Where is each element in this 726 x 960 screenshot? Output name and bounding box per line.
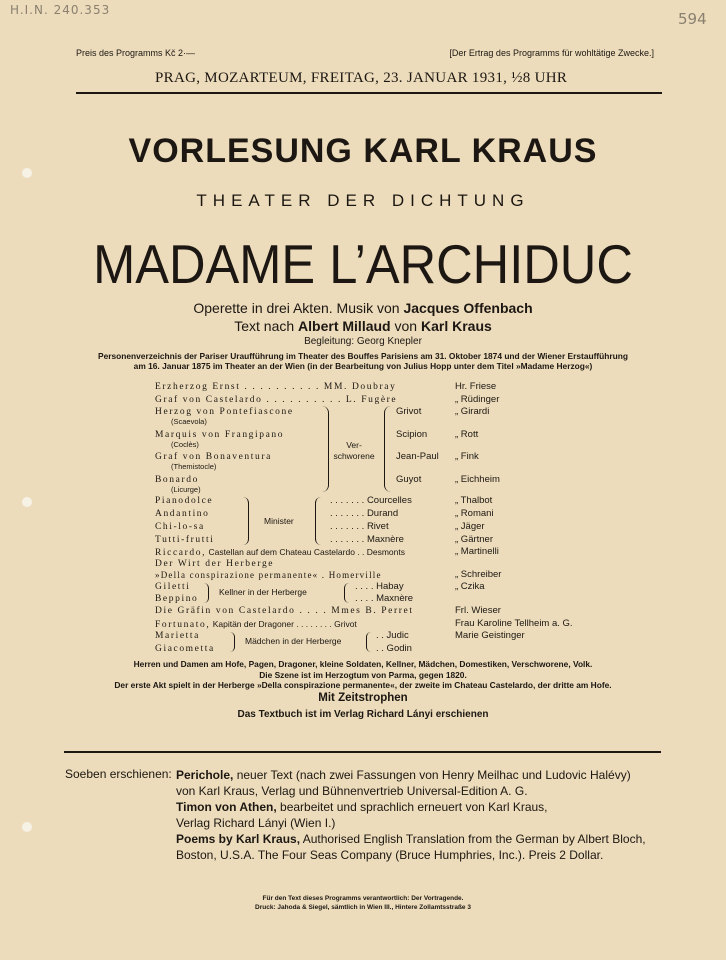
announcement-text: neuer Text (nach zwei Fassungen von Henry Meilhac und Ludovic Halévy) [236, 768, 631, 782]
divider [64, 751, 661, 753]
cast-desc: Castellan auf dem Chateau Castelardo . . Desmonts [208, 547, 405, 557]
conspirators-label: Ver- schworene [333, 440, 375, 461]
scene-note: Der erste Akt spielt in der Herberge »Della conspirazione permanente«, der zweite im Chateau Castelardo, der dritte am Hofe. [114, 680, 612, 690]
cast-paris: . . . . . . . Courcelles [330, 495, 412, 506]
announcement-text: Boston, U.S.A. The Four Seas Company (Bruce Humphries, Inc.). Preis 2 Dollar. [176, 848, 604, 862]
announcement-text: Authorised English Translation from the German by Albert Bloch, [302, 832, 646, 846]
cast-role: Beppino [155, 594, 199, 604]
cast-role: Pianodolce [155, 496, 214, 506]
page-number: 594 [678, 10, 707, 28]
cast-role: Giletti [155, 582, 191, 592]
waiters-label: Kellner in der Herberge [219, 587, 307, 597]
scene-note: Die Szene ist im Herzogtum von Parma, gegen 1820. [259, 669, 467, 680]
cast-paris: . . . . . . . Rivet [330, 521, 389, 532]
cast-note: (Scaevola) [171, 417, 207, 426]
cast-vienna: „ Martinelli [455, 546, 499, 557]
accompaniment: Begleitung: Georg Knepler [304, 336, 422, 347]
cast-role: Graf von Bonaventura [155, 452, 272, 462]
cast-role: Der Wirt der Herberge [155, 559, 275, 569]
text-line [0, 318, 726, 334]
cast-paris: Grivot [396, 406, 422, 417]
cast-note: (Themistocle) [171, 462, 217, 471]
colophon [0, 895, 726, 912]
cast-vienna: „ Czika [455, 581, 485, 592]
by-label: von [394, 318, 418, 334]
cast-role: Chi-lo-sa [155, 522, 205, 532]
cast-paris: . . . . . . . Maxnère [330, 534, 404, 545]
adapter: Karl Kraus [420, 318, 492, 334]
punch-hole [22, 497, 32, 507]
zeitstrophen: Mit Zeitstrophen [318, 692, 408, 704]
original-author: Albert Millaud [298, 318, 391, 334]
cast-paris: . . Judic [376, 630, 409, 641]
cast-paris: . . Godin [376, 643, 412, 654]
cast-paris: Guyot [396, 474, 422, 485]
cast-intro-line: am 16. Januar 1875 im Theater an der Wien (in der Bearbeitung von Julius Hopp unter dem Titel »Madame Herzog«) [133, 361, 593, 371]
composer: Jacques Offenbach [403, 300, 533, 316]
announcement-title: Perichole, [176, 768, 234, 782]
cast-note: (Coclès) [171, 440, 199, 449]
brace [230, 632, 235, 652]
proceeds-note: [Der Ertrag des Programms für wohltätige Zwecke.] [449, 48, 654, 58]
ministers-label: Minister [264, 516, 294, 526]
archive-number: H.I.N. 240.353 [10, 3, 111, 17]
scene-note: Herren und Damen am Hofe, Pagen, Dragoner, kleine Soldaten, Kellner, Mädchen, Domestiken, Verschworene, Volk. [133, 659, 593, 669]
announcement-text: bearbeitet und sprachlich erneuert von Karl Kraus, [280, 800, 548, 814]
announcement-poems [176, 831, 646, 863]
cast-role: Marietta [155, 631, 200, 641]
announcement-perichole [176, 767, 631, 799]
cast-role: Herzog von Pontefiascone [155, 407, 294, 417]
brace [315, 497, 321, 545]
music-label: Operette in drei Akten. Musik von [193, 300, 400, 316]
divider [76, 92, 662, 94]
cast-vienna: „ Rüdinger [455, 394, 500, 405]
music-line [0, 300, 726, 316]
cast-vienna: „ Jäger [455, 521, 485, 532]
cast-role: Riccardo, [155, 548, 207, 558]
announcement-timon [176, 799, 548, 831]
cast-paris: . . . . Maxnère [355, 593, 414, 604]
cast-vienna: Hr. Friese [455, 381, 497, 392]
cast-vienna: Frl. Wieser [455, 605, 501, 616]
cast-vienna: „ Fink [455, 451, 479, 462]
cast-role: Marquis von Frangipano [155, 430, 285, 440]
theater-subtitle: THEATER DER DICHTUNG [196, 191, 530, 210]
cast-row: Graf von Castelardo . . . . . . . . . . L. Fugère [155, 395, 398, 405]
announcement-text: von Karl Kraus, Verlag und Bühnenvertrieb Universal-Edition A. G. [176, 784, 528, 798]
announcements-label: Soeben erschienen: [65, 767, 172, 781]
brace [243, 497, 249, 545]
cast-intro-line: Personenverzeichnis der Pariser Uraufführung im Theater des Bouffes Parisiens am 31. Oktober 1874 und der Wiener Erstaufführung [97, 351, 629, 361]
cast-vienna: „ Eichheim [455, 474, 500, 485]
text-label: Text nach [234, 318, 295, 334]
cast-role: Giacometta [155, 644, 215, 654]
cast-vienna: „ Girardi [455, 406, 490, 417]
maids-label: Mädchen in der Herberge [245, 636, 342, 646]
cast-vienna: „ Thalbot [455, 495, 493, 506]
punch-hole [22, 822, 32, 832]
brace [384, 406, 391, 492]
cast-row: Erzherzog Ernst . . . . . . . . . . MM. Doubray [155, 382, 397, 392]
cast-role: Tutti-frutti [155, 535, 215, 545]
announcement-title: Timon von Athen, [176, 800, 277, 814]
colophon-line: Druck: Jahoda & Siegel, sämtlich in Wien III., Hintere Zollamtsstraße 3 [255, 903, 471, 911]
price-note: Preis des Programms Kč 2·— [76, 48, 196, 58]
cast-vienna: „ Gärtner [455, 534, 494, 545]
cast-paris: Jean-Paul [396, 451, 439, 462]
textbook-note: Das Textbuch ist im Verlag Richard Lányi erschienen [237, 709, 489, 720]
cast-role: Andantino [155, 509, 210, 519]
colophon-line: Für den Text dieses Programms verantwortlich: Der Vortragende. [262, 895, 464, 902]
brace [366, 632, 371, 652]
dateline: PRAG, MOZARTEUM, FREITAG, 23. JANUAR 1931, ½8 UHR [155, 70, 568, 86]
brace [204, 583, 209, 603]
cast-role: »Della conspirazione permanente« . Homerville [155, 570, 382, 580]
cast-role: Bonardo [155, 475, 199, 485]
cast-vienna: „ Romani [455, 508, 494, 519]
announcement-text: Verlag Richard Lányi (Wien I.) [176, 816, 336, 830]
lecture-title: VORLESUNG KARL KRAUS [128, 132, 598, 170]
cast-desc: Kapitän der Dragoner . . . . . . . . Grivot [212, 619, 357, 629]
cast-note: (Licurge) [171, 485, 201, 494]
brace [344, 583, 349, 603]
cast-paris: . . . . Habay [355, 581, 404, 592]
cast-vienna: Frau Karoline Tellheim a. G. [455, 618, 573, 629]
cast-vienna: „ Rott [455, 429, 479, 440]
cast-intro [0, 351, 726, 371]
cast-vienna: Marie Geistinger [455, 630, 525, 641]
cast-row: Die Gräfin von Castelardo . . . . Mmes B. Perret [155, 606, 414, 616]
cast-paris: . . . . . . . Durand [330, 508, 399, 519]
scene-notes [0, 659, 726, 691]
cast-role: Fortunato, [155, 620, 211, 630]
announcement-title: Poems by Karl Kraus, [176, 832, 301, 846]
main-title: MADAME L’ARCHIDUC [93, 233, 633, 295]
cast-paris: Scipion [396, 429, 428, 440]
cast-vienna: „ Schreiber [455, 569, 502, 580]
